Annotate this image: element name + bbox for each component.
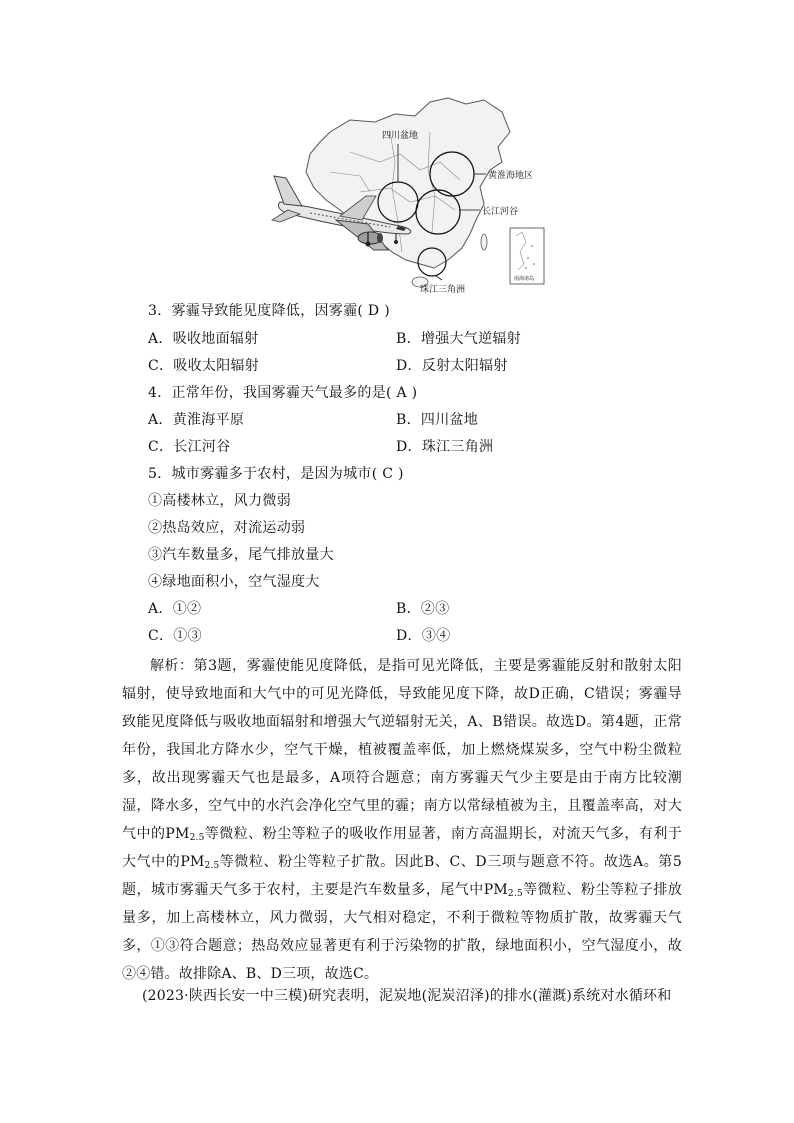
q5-option-d: D．③④: [396, 628, 451, 644]
q5-option-b: B．②③: [396, 601, 450, 617]
q3-option-d: D．反射太阳辐射: [396, 358, 508, 374]
q3-option-a: A．吸收地面辐射: [148, 331, 259, 347]
q3-option-b: B．增强大气逆辐射: [396, 331, 521, 347]
q5-statement-4: ④绿地面积小，空气湿度大: [148, 574, 320, 590]
map-svg: [270, 92, 570, 298]
next-question-source: (2023·陕西长安一中三模)研究表明，泥炭地(泥炭沼泽)的排水(灌溉)系统对水循环和: [142, 988, 672, 1004]
q4-option-a: A．黄淮海平原: [148, 412, 245, 428]
label-changjiang: 长江河谷: [482, 207, 519, 217]
q4-option-d: D．珠江三角洲: [396, 439, 494, 455]
q5-option-a: A．①②: [148, 601, 202, 617]
analysis-part-4: 等微粒、粉尘等粒子排放量多，加上高楼林立，风力微弱，大气相对稳定，不利于微粒等物质扩散，故雾霾天气多，①③符合题意；热岛效应显著更有利于污染物的扩散，绿地面积小，空气湿度小，故②④错。故排除A、B、D三项，故选C。: [122, 882, 682, 982]
china-outline: [306, 98, 510, 268]
label-sichuan: 四川盆地: [382, 131, 419, 141]
analysis-part-3: 等微粒、粉尘等粒子扩散。因此B、C、D三项与题意不符。故选A。第5题，城市雾霾天气多于农村，主要是汽车数量多，尾气中PM: [122, 854, 682, 898]
q3-stem: 3．雾霾导致能见度降低，因雾霾( D ): [148, 303, 390, 319]
q4-option-b: B．四川盆地: [396, 412, 479, 428]
q4-stem: 4．正常年份，我国雾霾天气最多的是( A ): [148, 385, 418, 401]
label-zhujiang: 珠江三角洲: [420, 285, 466, 295]
q5-stem: 5．城市雾霾多于农村，是因为城市( C ): [148, 466, 404, 482]
analysis-part-1: 解析：第3题，雾霾使能见度降低，是指可见光降低，主要是雾霾能反射和散射太阳辐射，使导致地面和大气中的可见光降低，导致能见度下降，故D正确，C错误；雾霾导致能见度降低与吸收地面辐射和增强大气逆辐射无关，A、B错误。故选D。第4题，正常年份，我国北方降水少，空气干燥，植被覆盖率低，加上燃烧煤炭多，空气中粉尘微粒多，故出现雾霾天气也是最多，A项符合题意；南方雾霾天气少主要是由于南方比较潮湿，降水多，空气中的水汽会净化空气里的霾；南方以常绿植被为主，且覆盖率高，对大气中的PM: [122, 658, 682, 842]
q5-statement-2: ②热岛效应，对流运动弱: [148, 520, 306, 536]
label-inset: 南海诸岛: [514, 276, 535, 282]
analysis-part-2: 等微粒、粉尘等粒子的吸收作用显著，南方高温期长，对流天气多，有利于大气中的PM: [122, 826, 682, 870]
q4-option-c: C．长江河谷: [148, 439, 231, 455]
label-huanghuaihai: 黄淮海地区: [488, 171, 534, 181]
q5-statement-1: ①高楼林立，风力微弱: [148, 493, 291, 509]
pm-subscript-1: 2.5: [189, 833, 205, 843]
pm-subscript-2: 2.5: [204, 861, 220, 871]
q5-option-c: C．①③: [148, 628, 202, 644]
pm-subscript-3: 2.5: [507, 889, 523, 899]
china-haze-map-figure: [270, 92, 570, 298]
q3-option-c: C．吸收太阳辐射: [148, 358, 260, 374]
q5-statement-3: ③汽车数量多，尾气排放量大: [148, 547, 334, 563]
analysis-paragraph: [122, 652, 682, 988]
